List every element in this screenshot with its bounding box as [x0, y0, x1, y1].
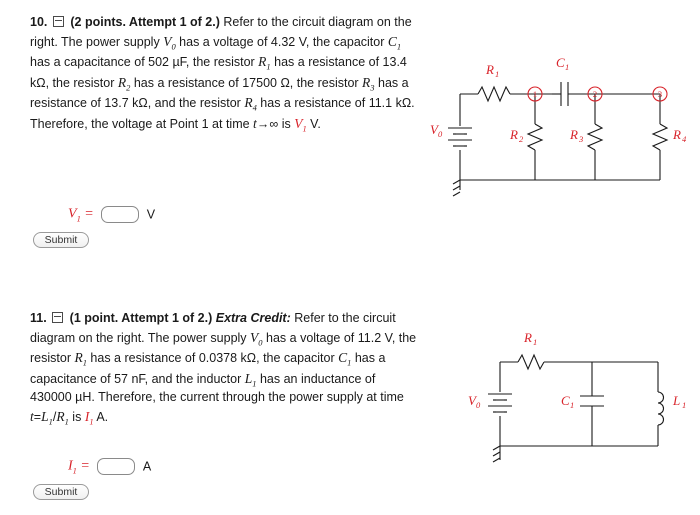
label-l1-sub: 1 — [682, 400, 687, 410]
problem-10-statement-8: →∞ is — [256, 117, 295, 131]
problem-10-statement-2: has a voltage of 4.32 V, the capacitor — [175, 34, 388, 49]
problem-10-statement-7: has a resistance of 11.1 kΩ. Therefore, the voltage at Point 1 at time — [30, 96, 415, 131]
symbol-answer-v1-sub: 1 — [302, 123, 307, 134]
submit-button-10[interactable]: Submit — [33, 232, 89, 248]
label-l1: L — [673, 393, 681, 408]
symbol-c1-sub: 1 — [396, 41, 402, 52]
answer-10-label: V — [68, 206, 77, 222]
problem-11-statement-5: has an inductance of 430000 µH. Therefore, the current through the power supply at time — [30, 371, 404, 405]
symbol-r1-sub: 1 — [266, 61, 271, 72]
symbol-r-denom-sub: 1 — [64, 416, 69, 427]
label-r4-sub: 4 — [682, 134, 687, 144]
symbol-r1-sub: 1 — [82, 357, 87, 368]
symbol-t: t — [253, 116, 257, 131]
symbol-r3: R — [362, 74, 371, 90]
symbol-r2-sub: 2 — [126, 82, 131, 93]
problem-10-statement-3: has a capacitance of 502 µF, the resistor — [30, 55, 259, 70]
answer-11-label-sub: 1 — [72, 465, 77, 476]
symbol-l-over-r-sub: 1 — [48, 416, 53, 427]
symbol-r3-sub: 3 — [370, 82, 375, 93]
label-c1-sub: 1 — [570, 400, 575, 410]
symbol-c1: C — [338, 350, 348, 366]
submit-button-11[interactable]: Submit — [33, 484, 89, 500]
label-r3: R — [570, 127, 578, 142]
label-r1-sub: 1 — [533, 337, 538, 347]
problem-10-statement-4: has a resistance of 13.4 kΩ, the resistor — [30, 55, 407, 90]
label-r4: R — [673, 127, 681, 142]
label-c1-sub: 1 — [565, 62, 570, 72]
problem-10-number: 10. — [30, 15, 48, 29]
problem-10-statement-5: has a resistance of 17500 Ω, the resistor — [130, 75, 363, 90]
problem-11-statement-6: = — [33, 410, 42, 425]
problem-11-statement-4: has a capacitance of 57 nF, and the inductor — [30, 351, 386, 386]
answer-10-label-sub: 1 — [76, 213, 81, 224]
label-r1-sub: 1 — [495, 69, 500, 79]
answer-10-equals: = — [84, 206, 94, 222]
answer-11-input[interactable] — [97, 458, 135, 475]
symbol-v0: V — [163, 33, 172, 49]
label-v0: V — [430, 122, 438, 137]
symbol-l1: L — [244, 370, 253, 386]
problem-11-statement-8: is — [68, 410, 85, 425]
circuit-diagram-11 — [462, 314, 697, 474]
problem-11-answer-row — [68, 458, 151, 475]
node-3-label: 3 — [657, 89, 663, 99]
answer-10-unit: V — [146, 207, 156, 222]
problem-10-points: (2 points. Attempt 1 of 2.) — [70, 15, 220, 29]
problem-11-statement-3: has a resistance of 0.0378 kΩ, the capacitor — [86, 351, 339, 366]
symbol-c1-sub: 1 — [347, 357, 352, 368]
answer-11-unit: A — [142, 459, 152, 474]
problem-11-statement-9: A. — [93, 410, 109, 425]
symbol-v0-sub: 0 — [171, 41, 176, 52]
label-r3-sub: 3 — [579, 134, 584, 144]
label-r1: R — [524, 330, 532, 345]
symbol-l-over-r: L — [41, 409, 49, 425]
node-2-label: 2 — [592, 89, 598, 99]
problem-11-points: (1 point. Attempt 1 of 2.) — [69, 311, 213, 325]
label-r2: R — [510, 127, 518, 142]
problem-11-text — [30, 310, 420, 428]
problem-10-statement-6: has a resistance of 13.7 kΩ, and the resistor — [30, 75, 409, 111]
symbol-r1: R — [74, 350, 83, 366]
node-1-label: 1 — [532, 89, 538, 99]
label-r1: R — [486, 62, 494, 77]
symbol-r4: R — [244, 95, 253, 111]
collapse-icon[interactable] — [53, 16, 64, 27]
symbol-v0: V — [250, 329, 259, 345]
label-c1: C — [556, 55, 565, 70]
answer-10-input[interactable] — [101, 206, 139, 223]
circuit-diagram-10 — [430, 32, 695, 202]
problem-10-statement-1: Refer to the circuit diagram on the right. The power supply — [30, 15, 412, 49]
problem-11-number: 11. — [30, 311, 47, 325]
problem-11-statement-7: / — [52, 410, 57, 425]
collapse-icon[interactable] — [52, 312, 63, 323]
problem-11-extra-credit: Extra Credit: — [215, 311, 291, 325]
answer-11-label: I — [68, 458, 73, 474]
problem-11-statement-2: has a voltage of 11.2 V, the resistor — [30, 330, 417, 366]
symbol-v0-sub: 0 — [258, 337, 263, 348]
label-v0-sub: 0 — [438, 129, 443, 139]
symbol-c1: C — [387, 33, 397, 49]
problem-10-statement-9: V. — [306, 117, 321, 131]
symbol-r2: R — [117, 74, 127, 90]
problem-11-statement-1: Refer to the circuit diagram on the right. The power supply — [30, 311, 396, 345]
problem-10-answer-row — [68, 206, 155, 223]
symbol-t: t — [30, 409, 34, 425]
answer-11-equals: = — [80, 458, 90, 474]
label-r2-sub: 2 — [519, 134, 524, 144]
label-v0-sub: 0 — [476, 400, 481, 410]
symbol-answer-i1: I — [84, 409, 90, 425]
label-c1: C — [561, 393, 570, 408]
label-v0: V — [468, 393, 476, 408]
symbol-answer-i1-sub: 1 — [89, 416, 94, 427]
symbol-l1-sub: 1 — [252, 378, 257, 389]
symbol-r-denom: R — [56, 409, 65, 425]
symbol-r1: R — [258, 54, 267, 70]
symbol-answer-v1: V — [294, 116, 303, 131]
symbol-r4-sub: 4 — [252, 102, 257, 113]
problem-10-text — [30, 14, 420, 135]
